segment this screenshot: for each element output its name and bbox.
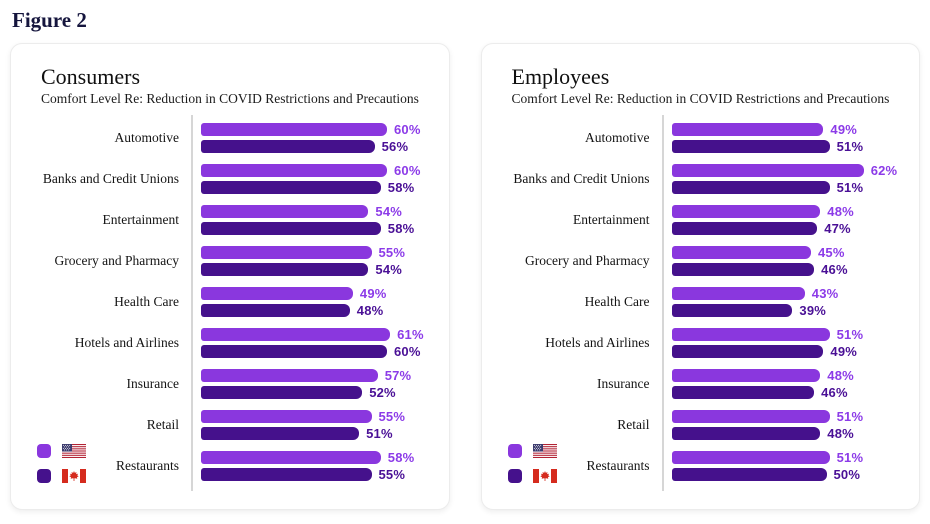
category-label: Restaurants xyxy=(116,457,179,473)
united-states-bar xyxy=(672,410,830,423)
chart-legend xyxy=(37,443,86,483)
bar-row xyxy=(27,246,431,276)
united-states-bar xyxy=(201,164,387,177)
bar-value-label: 43% xyxy=(811,286,839,301)
us-flag-icon xyxy=(62,444,86,458)
bar-row xyxy=(498,328,902,358)
category-label: Retail xyxy=(617,416,650,432)
bar-row xyxy=(498,451,902,481)
figure-label: Figure 2 xyxy=(12,8,87,32)
bar-group xyxy=(662,369,854,399)
bar-line xyxy=(672,287,839,300)
bar-chart xyxy=(27,123,431,481)
united-states-bar xyxy=(201,123,387,136)
bar-group xyxy=(662,164,898,194)
bar-line xyxy=(672,164,898,177)
employees-panel xyxy=(481,43,921,510)
consumers-panel xyxy=(10,43,450,510)
bar-value-label: 46% xyxy=(821,262,848,277)
bar-line xyxy=(672,222,854,235)
bar-row xyxy=(27,164,431,194)
bar-line xyxy=(672,304,839,317)
bar-value-label: 47% xyxy=(824,221,851,236)
bar-row xyxy=(498,369,902,399)
canada-bar xyxy=(672,304,793,317)
panel-subtitle: Comfort Level Re: Reduction in COVID Restrictions and Precautions xyxy=(511,91,890,106)
bar-line xyxy=(672,181,898,194)
canada-bar xyxy=(201,181,381,194)
bar-line xyxy=(672,246,848,259)
canada-series-color-chip xyxy=(37,469,51,483)
legend-item-united-states xyxy=(508,443,557,458)
bar-line xyxy=(201,345,424,358)
legend-item-canada xyxy=(37,468,86,483)
bar-row xyxy=(27,328,431,358)
bar-line xyxy=(201,222,414,235)
us-series-color-chip xyxy=(37,444,51,458)
canada-bar xyxy=(672,345,824,358)
bar-group xyxy=(662,410,864,440)
us-flag-icon xyxy=(533,444,557,458)
bar-line xyxy=(672,140,864,153)
category-label: Hotels and Airlines xyxy=(74,334,179,350)
bar-value-label: 48% xyxy=(827,426,854,441)
united-states-bar xyxy=(672,369,821,382)
bar-row xyxy=(498,410,902,440)
bar-line xyxy=(201,263,405,276)
panel-title: Consumers xyxy=(41,64,140,89)
bar-line xyxy=(672,263,848,276)
category-label: Banks and Credit Unions xyxy=(513,170,650,186)
canada-flag-icon xyxy=(533,469,557,483)
canada-bar xyxy=(672,427,821,440)
bar-line xyxy=(672,205,854,218)
category-label: Entertainment xyxy=(573,211,650,227)
bar-value-label: 51% xyxy=(836,409,864,424)
bar-value-label: 55% xyxy=(378,409,406,424)
bar-line xyxy=(672,369,854,382)
bar-value-label: 55% xyxy=(378,467,406,482)
bar-line xyxy=(672,410,864,423)
bar-group xyxy=(191,246,405,276)
bar-line xyxy=(201,468,414,481)
bar-row xyxy=(27,287,431,317)
united-states-bar xyxy=(201,287,353,300)
legend-item-united-states xyxy=(37,443,86,458)
canada-bar xyxy=(201,345,387,358)
bar-value-label: 58% xyxy=(387,450,415,465)
united-states-bar xyxy=(672,246,812,259)
category-label: Health Care xyxy=(114,293,179,309)
bar-group xyxy=(191,451,414,481)
bar-line xyxy=(201,369,411,382)
axis-line xyxy=(662,115,664,491)
bar-row xyxy=(498,287,902,317)
category-label: Grocery and Pharmacy xyxy=(54,252,179,268)
bar-line xyxy=(672,468,864,481)
bar-line xyxy=(672,123,864,136)
bar-row xyxy=(498,246,902,276)
bar-value-label: 49% xyxy=(359,286,387,301)
bar-value-label: 51% xyxy=(836,450,864,465)
canada-series-color-chip xyxy=(508,469,522,483)
bar-row xyxy=(498,205,902,235)
canada-bar xyxy=(201,222,381,235)
panel-title: Employees xyxy=(511,64,610,89)
bar-value-label: 49% xyxy=(830,122,858,137)
panels-container xyxy=(10,43,920,510)
bar-row xyxy=(27,205,431,235)
bar-line xyxy=(201,140,421,153)
bar-group xyxy=(662,451,864,481)
bar-value-label: 55% xyxy=(378,245,406,260)
canada-bar xyxy=(201,304,350,317)
bar-group xyxy=(662,123,864,153)
bar-group xyxy=(662,328,864,358)
bar-row xyxy=(27,369,431,399)
bar-group xyxy=(662,287,839,317)
bar-value-label: 54% xyxy=(375,262,403,277)
united-states-bar xyxy=(672,287,805,300)
bar-group xyxy=(191,123,421,153)
category-label: Grocery and Pharmacy xyxy=(525,252,650,268)
bar-group xyxy=(191,205,414,235)
canada-bar xyxy=(672,140,830,153)
bar-line xyxy=(201,386,411,399)
bar-line xyxy=(201,205,414,218)
bar-line xyxy=(201,451,414,464)
bar-value-label: 48% xyxy=(827,368,854,383)
united-states-bar xyxy=(201,328,390,341)
category-label: Banks and Credit Unions xyxy=(42,170,179,186)
axis-line xyxy=(191,115,193,491)
panel-subtitle: Comfort Level Re: Reduction in COVID Restrictions and Precautions xyxy=(41,91,419,106)
bar-chart xyxy=(498,123,902,481)
bar-value-label: 52% xyxy=(369,385,396,400)
bar-group xyxy=(191,328,424,358)
bar-line xyxy=(201,410,405,423)
category-label: Insurance xyxy=(126,375,179,391)
bar-group xyxy=(662,205,854,235)
bar-value-label: 51% xyxy=(836,139,864,154)
bar-line xyxy=(201,246,405,259)
bar-row xyxy=(498,164,902,194)
united-states-bar xyxy=(672,123,824,136)
bar-group xyxy=(191,369,411,399)
canada-bar xyxy=(672,181,830,194)
canada-flag-icon xyxy=(62,469,86,483)
bar-row xyxy=(27,123,431,153)
bar-value-label: 39% xyxy=(799,303,827,318)
bar-line xyxy=(672,386,854,399)
bar-value-label: 60% xyxy=(394,344,421,359)
category-label: Hotels and Airlines xyxy=(545,334,650,350)
bar-group xyxy=(191,410,405,440)
chart-legend xyxy=(508,443,557,483)
category-label: Insurance xyxy=(597,375,650,391)
bar-value-label: 60% xyxy=(394,163,421,178)
united-states-bar xyxy=(201,246,372,259)
bar-value-label: 48% xyxy=(827,204,854,219)
bar-line xyxy=(201,164,421,177)
united-states-bar xyxy=(201,451,381,464)
bar-value-label: 58% xyxy=(387,180,415,195)
united-states-bar xyxy=(672,205,821,218)
bar-line xyxy=(201,304,387,317)
bar-value-label: 62% xyxy=(870,163,898,178)
canada-bar xyxy=(201,263,368,276)
bar-line xyxy=(672,328,864,341)
bar-value-label: 54% xyxy=(375,204,403,219)
united-states-bar xyxy=(672,164,864,177)
united-states-bar xyxy=(201,410,372,423)
category-label: Automotive xyxy=(114,129,179,145)
category-label: Health Care xyxy=(584,293,650,309)
bar-line xyxy=(672,345,864,358)
bar-value-label: 50% xyxy=(833,467,861,482)
canada-bar xyxy=(201,468,372,481)
category-label: Automotive xyxy=(585,129,650,145)
category-label: Restaurants xyxy=(586,457,650,473)
bar-value-label: 57% xyxy=(384,368,412,383)
bar-value-label: 49% xyxy=(830,344,858,359)
canada-bar xyxy=(201,427,359,440)
bar-row xyxy=(27,451,431,481)
united-states-bar xyxy=(672,328,830,341)
bar-line xyxy=(201,123,421,136)
bar-group xyxy=(662,246,848,276)
bar-value-label: 60% xyxy=(394,122,421,137)
bar-value-label: 45% xyxy=(818,245,845,260)
bar-line xyxy=(201,181,421,194)
bar-value-label: 51% xyxy=(836,180,864,195)
bar-value-label: 56% xyxy=(381,139,409,154)
category-label: Retail xyxy=(146,416,179,432)
bar-row xyxy=(498,123,902,153)
bar-line xyxy=(201,427,405,440)
bar-value-label: 46% xyxy=(821,385,848,400)
canada-bar xyxy=(672,222,818,235)
bar-value-label: 58% xyxy=(387,221,415,236)
canada-bar xyxy=(672,386,815,399)
bar-line xyxy=(672,427,864,440)
united-states-bar xyxy=(672,451,830,464)
canada-bar xyxy=(201,140,375,153)
bar-line xyxy=(201,287,387,300)
bar-value-label: 51% xyxy=(836,327,864,342)
bar-group xyxy=(191,164,421,194)
us-series-color-chip xyxy=(508,444,522,458)
bar-value-label: 61% xyxy=(397,327,424,342)
canada-bar xyxy=(672,468,827,481)
bar-value-label: 51% xyxy=(366,426,393,441)
bar-row xyxy=(27,410,431,440)
bar-value-label: 48% xyxy=(356,303,384,318)
united-states-bar xyxy=(201,369,378,382)
bar-line xyxy=(201,328,424,341)
canada-bar xyxy=(201,386,362,399)
category-label: Entertainment xyxy=(102,211,179,227)
united-states-bar xyxy=(201,205,368,218)
bar-group xyxy=(191,287,387,317)
canada-bar xyxy=(672,263,815,276)
legend-item-canada xyxy=(508,468,557,483)
bar-line xyxy=(672,451,864,464)
